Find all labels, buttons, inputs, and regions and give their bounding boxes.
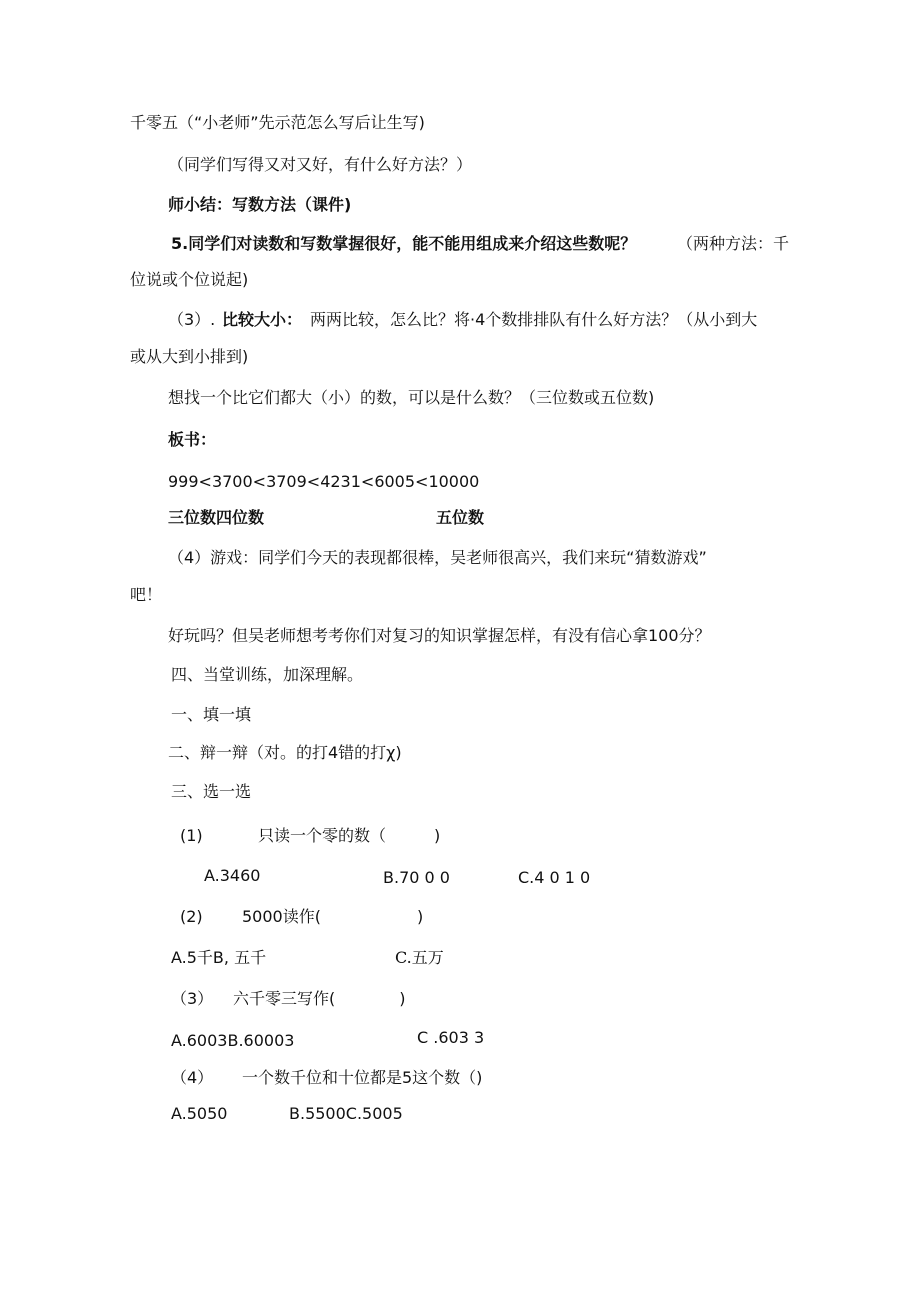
game-paragraph: （4）游戏：同学们今天的表现都很棒，吴老师很高兴，我们来玩“猜数游戏” <box>168 548 707 567</box>
blackboard-label: 板书： <box>168 430 217 449</box>
teacher-summary: 师小结：写数方法（课件) <box>168 195 352 214</box>
section-3-text: 两两比较，怎么比？将·4个数排排队有什么好方法？（从小到大 <box>310 310 758 329</box>
section-heading: 四、当堂训练，加深理解。 <box>171 665 364 684</box>
game-paragraph-cont: 吧！ <box>130 585 163 604</box>
section-3-heading: 比较大小： <box>222 310 303 329</box>
paragraph-line: （同学们写得又对又好，有什么好方法？） <box>168 155 473 174</box>
paragraph-line: 千零五（“小老师”先示范怎么写后让生写) <box>130 113 425 132</box>
paragraph-line: 想找一个比它们都大（小）的数，可以是什么数？（三位数或五位数) <box>168 388 655 407</box>
option-a: A.5050 <box>171 1104 228 1123</box>
option-c: C.4 0 1 0 <box>518 868 591 887</box>
question-text: 一个数千位和十位都是5这个数（) <box>242 1068 483 1087</box>
question-text: 六千零三写作( ) <box>233 989 406 1008</box>
option-bc: B.5500C.5005 <box>289 1104 403 1123</box>
question-number: (2) <box>180 907 203 926</box>
question-5-note-cont: 位说或个位说起) <box>130 270 249 289</box>
question-number: （4） <box>171 1068 214 1087</box>
exercise-heading: 一、填一填 <box>171 705 252 724</box>
section-3-number: （3）. <box>168 310 216 329</box>
question-text: 只读一个零的数（ ) <box>258 826 441 845</box>
digit-category-label: 五位数 <box>436 508 485 527</box>
option-b: B.70 0 0 <box>383 868 450 887</box>
question-5-note: （两种方法：千 <box>677 234 790 253</box>
exercise-heading: 三、选一选 <box>171 782 252 801</box>
paragraph-line: 好玩吗？但吴老师想考考你们对复习的知识掌握怎样，有没有信心拿100分？ <box>168 626 711 645</box>
comparison-sequence: 999<3700<3709<4231<6005<10000 <box>168 472 480 491</box>
option-ab: A.5千B, 五千 <box>171 948 267 967</box>
question-5: 5.同学们对读数和写数掌握很好，能不能用组成来介绍这些数呢？ <box>171 234 637 253</box>
option-c: C.五万 <box>395 948 444 967</box>
option-c: C .603 3 <box>417 1028 485 1047</box>
exercise-heading: 二、辩一辩（对。的打4错的打χ) <box>168 743 402 762</box>
digit-category-label: 三位数四位数 <box>168 508 265 527</box>
option-a: A.3460 <box>204 866 261 885</box>
section-3-text-cont: 或从大到小排到) <box>130 347 249 366</box>
option-ab: A.6003B.60003 <box>171 1031 295 1050</box>
question-number: （3） <box>171 989 214 1008</box>
question-text: 5000读作( ) <box>242 907 424 926</box>
question-number: (1) <box>180 826 203 845</box>
